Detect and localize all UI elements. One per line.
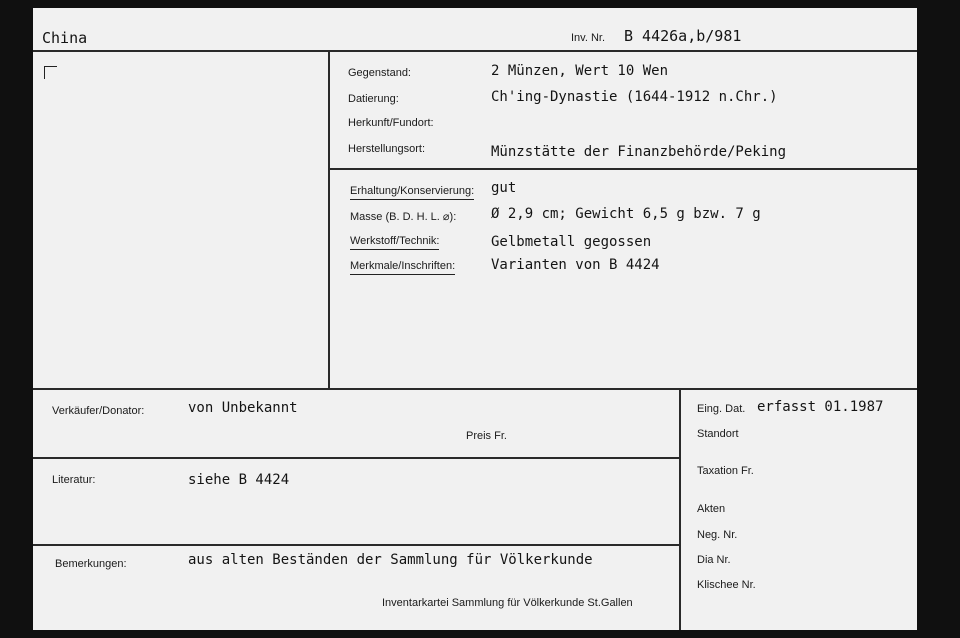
catalog-card [33, 8, 917, 630]
literatur-label: Literatur: [52, 474, 96, 486]
literatur-value: siehe B 4424 [188, 472, 290, 488]
taxation-label: Taxation Fr. [697, 465, 754, 477]
gegenstand-label: Gegenstand: [348, 67, 411, 79]
preis-label: Preis Fr. [466, 430, 507, 442]
left-panel-divider [328, 50, 330, 389]
corner-mark [44, 66, 57, 79]
klischee-nr-label: Klischee Nr. [697, 579, 756, 591]
herstellungsort-label: Herstellungsort: [348, 143, 426, 155]
inv-label: Inv. Nr. [571, 32, 606, 44]
gegenstand-value: 2 Münzen, Wert 10 Wen [491, 63, 669, 79]
masse-label: Masse (B. D. H. L. ⌀): [350, 211, 457, 223]
card-footer: Inventarkartei Sammlung für Völkerkunde St.Gallen [382, 597, 633, 609]
werkstoff-label: Werkstoff/Technik: [350, 235, 439, 250]
neg-nr-label: Neg. Nr. [697, 529, 738, 541]
masse-value: Ø 2,9 cm; Gewicht 6,5 g bzw. 7 g [491, 206, 761, 222]
verkaeufer-label: Verkäufer/Donator: [52, 405, 145, 417]
merkmale-label: Merkmale/Inschriften: [350, 260, 455, 275]
datierung-label: Datierung: [348, 93, 399, 105]
werkstoff-value: Gelbmetall gegossen [491, 234, 652, 250]
merkmale-value: Varianten von B 4424 [491, 257, 660, 273]
literatur-bottom-divider [33, 544, 679, 546]
header-divider [33, 50, 917, 52]
datierung-value: Ch'ing-Dynastie (1644-1912 n.Chr.) [491, 89, 778, 105]
object-section-divider [329, 168, 917, 170]
eing-dat-label: Eing. Dat. [697, 403, 746, 415]
bemerkungen-label: Bemerkungen: [55, 558, 127, 570]
region-title: China [42, 29, 88, 47]
bemerkungen-value: aus alten Beständen der Sammlung für Völkerkunde [188, 552, 593, 568]
sidebar-divider [679, 388, 681, 630]
inv-number: B 4426a,b/981 [624, 27, 742, 45]
akten-label: Akten [697, 503, 726, 515]
verkaeufer-value: von Unbekannt [188, 400, 298, 416]
eing-dat-value: erfasst 01.1987 [757, 399, 884, 415]
herkunft-label: Herkunft/Fundort: [348, 117, 434, 129]
erhaltung-label: Erhaltung/Konservierung: [350, 185, 474, 200]
erhaltung-value: gut [491, 180, 517, 196]
standort-label: Standort [697, 428, 739, 440]
herstellungsort-value: Münzstätte der Finanzbehörde/Peking [491, 144, 787, 160]
verkaeufer-bottom-divider [33, 457, 679, 459]
dia-nr-label: Dia Nr. [697, 554, 731, 566]
upper-bottom-divider [33, 388, 917, 390]
